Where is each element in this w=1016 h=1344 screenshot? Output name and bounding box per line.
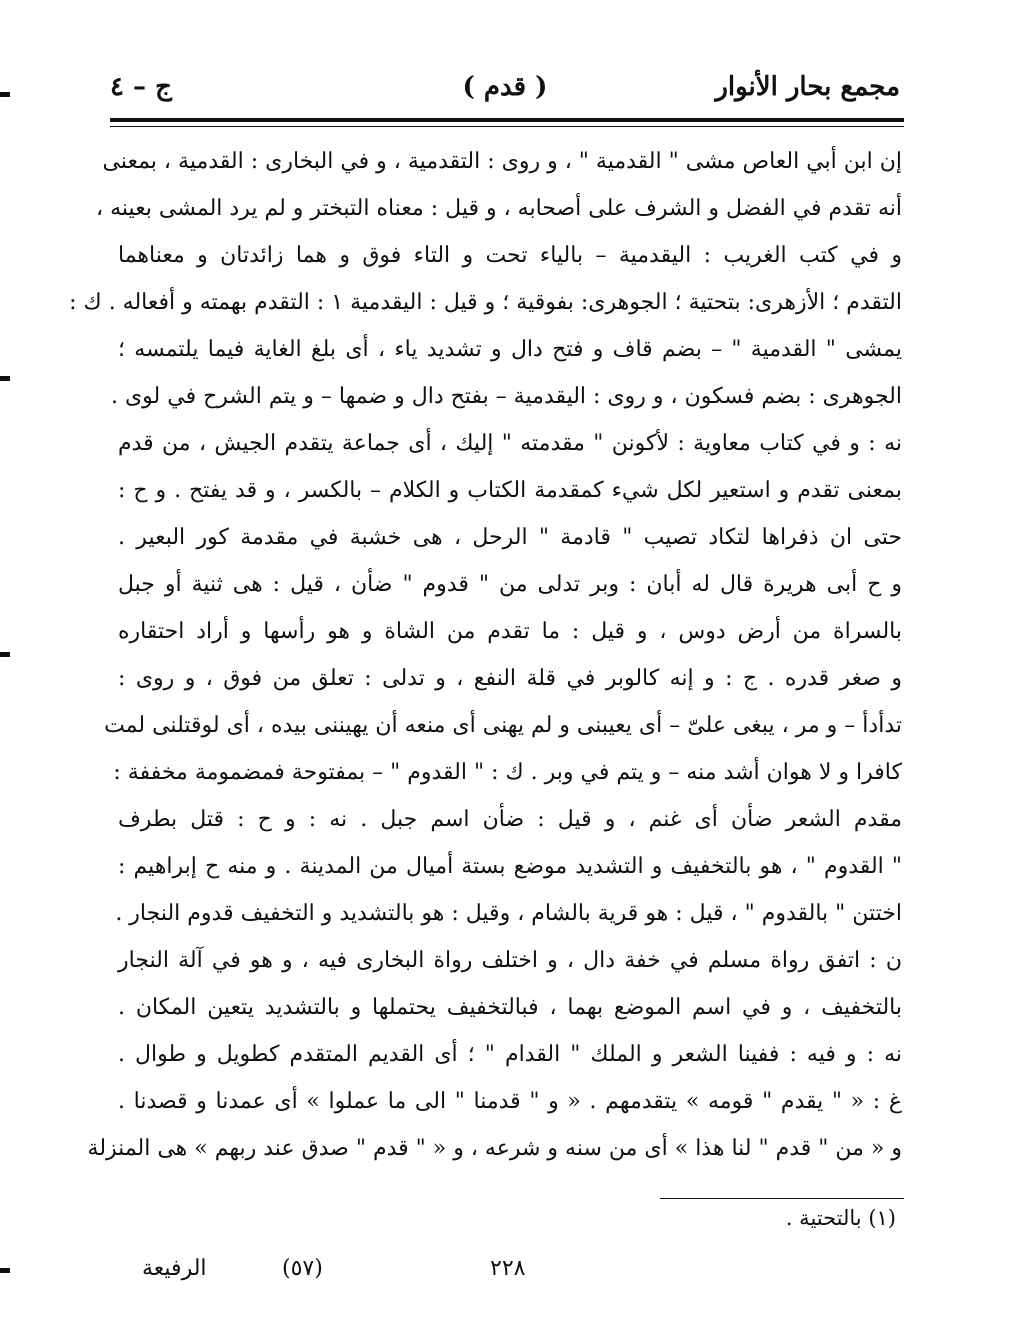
sheet-number: (٥٧): [282, 1256, 323, 1281]
text-line: حتى ان ذفراها لتكاد تصيب " قادمة " الرحل ، هى خشبة في مقدمة كور البعير .: [118, 525, 902, 550]
text-line: " القدوم " ، هو بالتخفيف و التشديد موضع بستة أميال من المدينة . و منه ح إبراهيم :: [118, 854, 902, 879]
text-line: التقدم ؛ الأزهرى: بتحتية ؛ الجوهرى: بفوقية ؛ و قيل : اليقدمية ١ : التقدم بهمته و أفعاله . ك :: [69, 290, 902, 315]
text-line: نه : و في كتاب معاوية : لأكونن " مقدمته " إليك ، أى جماعة يتقدم الجيش ، من قدم: [118, 431, 902, 456]
book-title: مجمع بحار الأنوار: [715, 72, 900, 102]
text-line: بمعنى تقدم و استعير لكل شيء كمقدمة الكتاب و الكلام – بالكسر ، و قد يفتح . و ح :: [118, 478, 902, 503]
signature-word: الرفيعة: [142, 1256, 207, 1281]
text-line: بالتخفيف ، و في اسم الموضع بهما ، فبالتخفيف يحتملها و بالتشديد يتعين المكان .: [118, 995, 902, 1020]
text-line: كافرا و لا هوان أشد منه – و يتم في وبر . ك : " القدوم " – بمفتوحة فمضمومة مخففة :: [113, 760, 902, 785]
footnote: (١) بالتحتية .: [785, 1206, 896, 1230]
text-line: اختتن " بالقدوم " ، قيل : هو قرية بالشام ، وقيل : هو بالتشديد و التخفيف قدوم النجار .: [115, 901, 902, 926]
text-line: و صغر قدره . ج : و إنه كالوبر في قلة النفع ، و تدلى : تعلق من فوق ، و روى :: [118, 666, 902, 691]
body-text: [69, 138, 902, 1172]
text-line: أنه تقدم في الفضل و الشرف على أصحابه ، و قيل : معناه التبختر و لم يرد المشى بعينه ،: [96, 196, 902, 221]
scan-margin-mark: [0, 1268, 10, 1273]
header-rule-thick: [110, 118, 904, 122]
scan-margin-mark: [0, 92, 10, 97]
text-line: مقدم الشعر ضأن أى غنم ، و قيل : ضأن اسم جبل . نه : و ح : قتل بطرف: [118, 807, 902, 832]
text-line: ن : اتفق رواة مسلم في خفة دال ، و اختلف رواة البخارى فيه ، و هو في آلة النجار: [118, 948, 902, 973]
text-line: الجوهرى : بضم فسكون ، و روى : اليقدمية – بفتح دال و ضمها – و يتم الشرح في لوى .: [110, 384, 902, 409]
text-line: تدأدأ – و مر ، يبغى علىّ – أى يعيبنى و لم يهنى أى منعه أن يهيننى بيده ، أى لوقتلنى لمت: [104, 713, 902, 738]
scan-margin-mark: [0, 652, 10, 657]
scan-margin-mark: [0, 376, 10, 381]
volume-label: ج – ٤: [110, 72, 172, 102]
text-line: و في كتب الغريب : اليقدمية – بالياء تحت و التاء فوق و هما زائدتان و معناهما: [118, 243, 902, 268]
text-line: إن ابن أبي العاص مشى " القدمية " ، و روى : التقدمية ، و في البخارى : القدمية ، بمعنى: [102, 149, 902, 174]
footnote-rule: [660, 1198, 904, 1199]
entry-word-heading: ( قدم ): [462, 72, 548, 102]
page-number: ٢٢٨: [490, 1256, 526, 1281]
text-line: و « من " قدم " لنا هذا » أى من سنه و شرعه ، و « " قدم " صدق عند ربهم » هى المنزلة: [87, 1136, 902, 1161]
text-line: يمشى " القدمية " – بضم قاف و فتح دال و تشديد ياء ، أى بلغ الغاية فيما يلتمسه ؛: [118, 337, 902, 362]
page-footer: [120, 1256, 900, 1296]
header-rule-thin: [110, 126, 904, 127]
text-line: نه : و فيه : ففينا الشعر و الملك " القدام " ؛ أى القديم المتقدم كطويل و طوال .: [118, 1042, 902, 1067]
running-header: [110, 72, 900, 112]
text-line: بالسراة من أرض دوس ، و قيل : ما تقدم من الشاة و هو رأسها و أراد احتقاره: [118, 619, 902, 644]
text-line: غ : « " يقدم " قومه » يتقدمهم . « و " قدمنا " الى ما عملوا » أى عمدنا و قصدنا .: [118, 1089, 902, 1114]
text-line: و ح أبى هريرة قال له أبان : وبر تدلى من " قدوم " ضأن ، قيل : هى ثنية أو جبل: [118, 572, 902, 597]
